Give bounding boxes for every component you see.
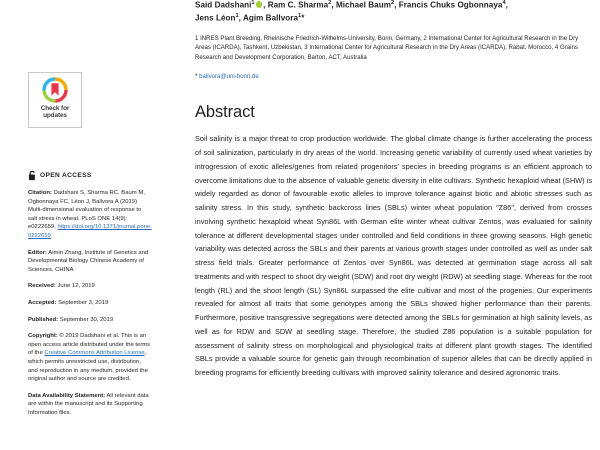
abstract-text: Soil salinity is a major threat to crop production worldwide. The global climate change is further accelerating the process of soil salinization, particularly in dry areas of the world. Increasing genetic variability of currently used wheat varieties by introgression of exotic alleles/genes from related progenitors' species in breeding programs is an efficient approach to overcome limitations due to the absence of valuable genetic diversity in elite cultivars. Synthetic hexaploid wheat (SHW) is widely regarded as donor of favourable exotic alleles to improve tolerance against biotic and abiotic stresses such as salinity stress. In this study, synthetic backcross lines (SBLs) winter wheat population "Z86", derived from crosses involving synthetic hexaploid wheat Syn86L with German elite winter wheat cultivar Zentos, was evaluated for salinity tolerance at different developmental stages under controlled and field conditions in three growing seasons. High genetic variability was detected across the SBLs and their parents at various growth stages under controlled as well as under salt stress field trials. Greater performance of Zentos over Syn86L was detected at germination stage across all salt treatments and with respect to shoot dry weight (SDW) and root dry weight (RDW) at seedling stage. Whereas for the root length (RL) and the shoot length (SL) Syn86L surpassed the elite cultivar and most of the progenies. Our experiments revealed for almost all traits that some genotypes among the SBLs showed higher performance than their parents. Furthermore, positive transgressive segregations were detected among the SBLs for germination at high salinity levels, as well as for RDW and SDW at seedling stage. Therefore, the studied Z86 population is a suitable population for assessment of salinity stress on morphological and physiological traits at different plant growth stages. The identified SBLs provide a valuable source for genetic gain through recombination of superior alleles that can be directly applied in breeding programs for efficiently breeding cultivars with improved salinity tolerance and desired agronomic traits. [195, 134, 592, 378]
orcid-icon[interactable] [256, 1, 263, 8]
copyright-text-before: © 2019 Dadshani et al. This is an open access article distributed under the terms of the [28, 333, 151, 357]
published-block [28, 316, 152, 325]
abstract-heading: Abstract [195, 103, 255, 122]
author-sep-1: , Ram C. Sharma [263, 0, 329, 10]
editor-text: Aimin Zhang, Institute of Genetics and Developmental Biology Chinese Academy of Sciences, CHINA [28, 249, 149, 273]
editor-label: Editor: [28, 249, 47, 256]
corresponding-author-marker: * [301, 13, 305, 23]
data-availability-label: Data Availability Statement: [28, 392, 106, 399]
citation-text: Dadshani S, Sharma RC, Baum M, Ogbonnaya FC, Léon J, Ballvora A (2019) Multi-dimensional evaluation of response to salt stress in wheat. PLoS ONE 14(9): e0222659. [28, 190, 145, 231]
editor-block [28, 249, 152, 275]
copyright-block [28, 332, 152, 384]
crossmark-label-line1: Check for [40, 105, 70, 112]
received-label: Received: [28, 283, 56, 290]
copyright-text-after: , which permits unrestricted use, distribution, and reproduction in any medium, provided the original author and source are credited. [28, 350, 148, 383]
author-name-5[interactable]: Jens Léon [195, 13, 236, 23]
crossmark-badge-icon [42, 77, 68, 103]
citation-label: Citation: [28, 190, 52, 196]
article-main-content [170, 0, 600, 450]
author-name-1[interactable]: Said Dadshani [195, 0, 252, 10]
received-date: June 12, 2019 [55, 283, 95, 290]
citation-doi-link[interactable]: https://doi.org/10.1371/journal.pone.0222659 [28, 224, 152, 239]
creative-commons-license-link[interactable]: Creative Commons Attribution License [44, 350, 145, 357]
crossmark-label-line2: updates [43, 112, 67, 120]
author-list [195, 0, 592, 25]
author-sep-5: , Agim Ballvora [238, 13, 299, 23]
author-affil-ref: 2 [390, 0, 395, 6]
author-sep-2: , Michael Baum [331, 0, 391, 10]
corresponding-star: * [195, 73, 200, 81]
article-metadata-sidebar [0, 0, 170, 450]
corresponding-author-email [195, 72, 592, 81]
author-affil-ref: 1 [251, 0, 255, 6]
affiliations-list: 1 INRES Plant Breeding, Rheinische Friedrich-Wilhelms-University, Bonn, Germany, 2 International Center for Agricultural Research in the Dry Areas (ICARDA), Tashkent, Uzbekistan, 3 International Center for Agricultural Research in the Dry Areas (ICARDA), Rabat, Morocco, 4 Grains Research and Development Corporation, Barton, ACT, Australia [195, 34, 579, 61]
author-affil-ref: 1 [235, 13, 239, 20]
received-block [28, 282, 152, 291]
open-access-badge [28, 170, 152, 181]
citation-block [28, 189, 152, 241]
author-affil-ref: 2 [328, 0, 332, 6]
author-sep-4: , [505, 0, 508, 10]
copyright-label: Copyright: [28, 333, 58, 340]
accepted-label: Accepted: [28, 299, 57, 306]
published-date: September 30, 2019 [58, 316, 114, 323]
published-label: Published: [28, 316, 59, 323]
author-affil-ref: 4 [502, 0, 506, 6]
open-access-label: OPEN ACCESS [40, 172, 92, 179]
data-availability-block [28, 392, 152, 418]
accepted-block [28, 299, 152, 308]
crossmark-badge[interactable] [28, 72, 82, 128]
corresponding-email-link[interactable]: ballvora@uni-bonn.de [199, 73, 259, 81]
data-availability-text: All relevant data are within the manuscript and its Supporting Information files. [28, 392, 149, 416]
accepted-date: September 3, 2019 [56, 299, 109, 306]
author-sep-3: , Francis Chuks Ogbonnaya [394, 0, 503, 10]
author-affil-ref: 1 [298, 13, 302, 20]
open-lock-icon [28, 170, 37, 181]
